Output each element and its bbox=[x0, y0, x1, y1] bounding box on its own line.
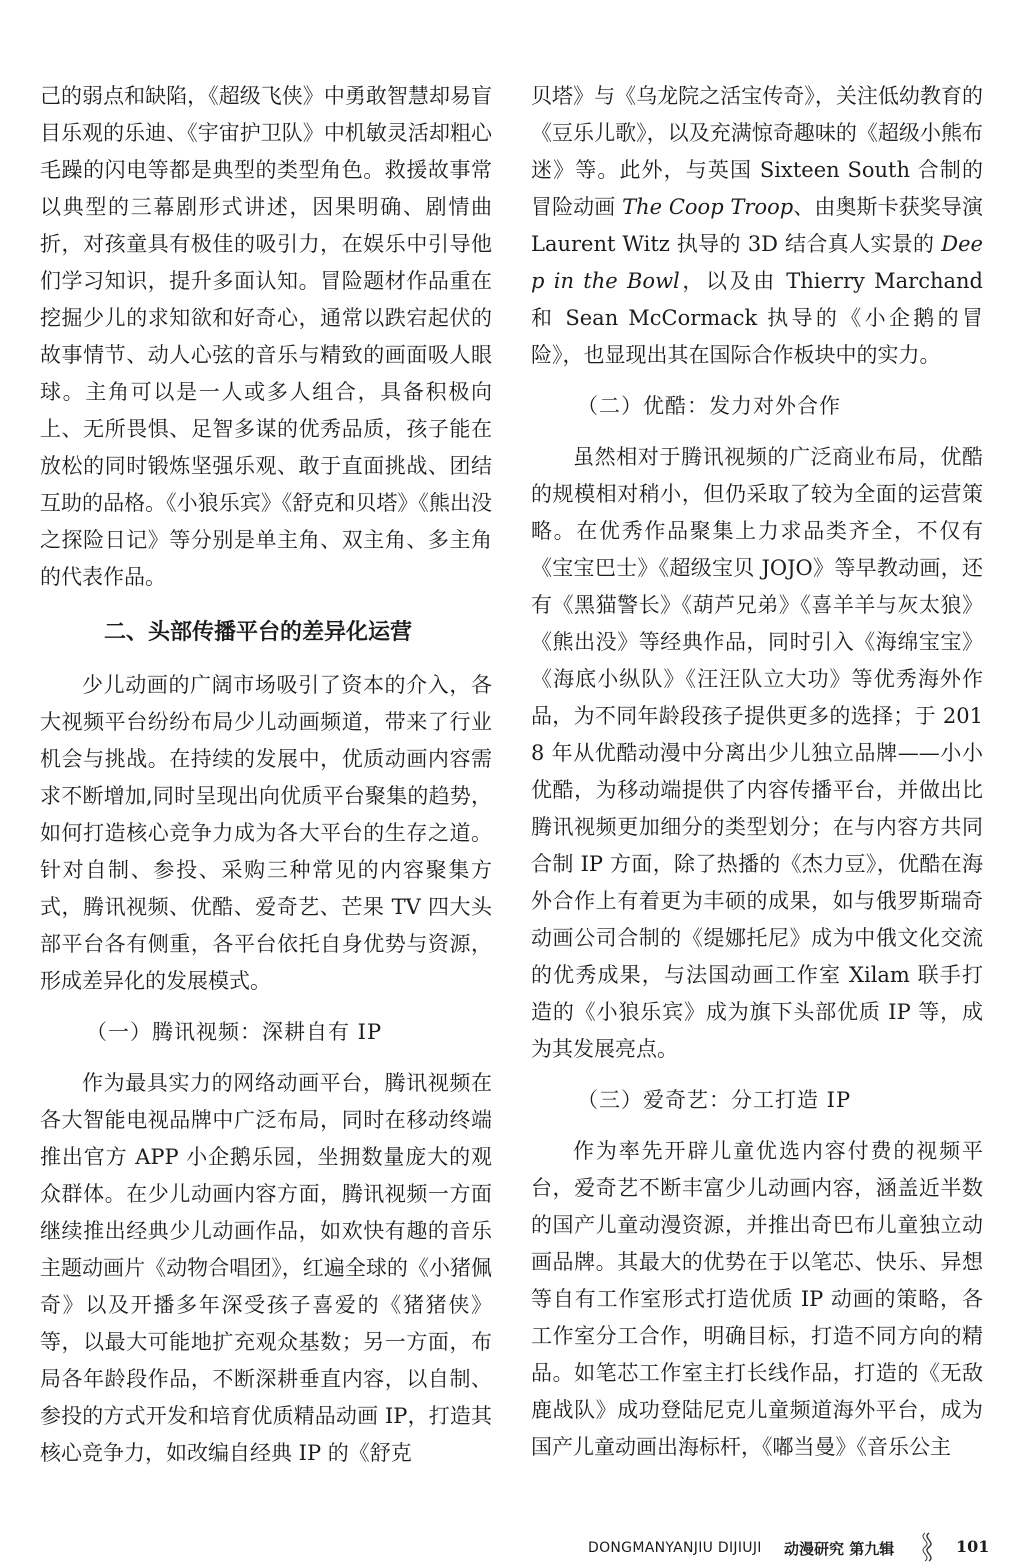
subsection-heading: （一）腾讯视频：深耕自有 IP bbox=[86, 1020, 383, 1044]
paragraph: 作为最具实力的网络动画平台，腾讯视频在各大智能电视品牌中广泛布局，同时在移动终端推出官方 APP 小企鹅乐园，坐拥数量庞大的观众群体。在少儿动画内容方面，腾讯视频一方面继续推出经典少儿动画作品，如欢快有趣的音乐主题动画片《动物合唱团》，红遍全球的《小猪佩奇》以及开播多年深受孩子喜爱的《猪猪侠》等，以最大可能地扩充观众基数；另一方面，布局各年龄段作品，不断深耕垂直内容，以自制、参投的方式开发和培育优质精品动画 IP，打造其核心竞争力，如改编自经典 IP 的《舒克 bbox=[40, 1071, 492, 1465]
paragraph: 己的弱点和缺陷，《超级飞侠》中勇敢智慧却易盲目乐观的乐迪、《宇宙护卫队》中机敏灵活却粗心毛躁的闪电等都是典型的类型角色。救援故事常以典型的三幕剧形式讲述，因果明确、剧情曲折，对孩童具有极佳的吸引力，在娱乐中引导他们学习知识，提升多面认知。冒险题材作品重在挖掘少儿的求知欲和好奇心，通常以跌宕起伏的故事情节、动人心弦的音乐与精致的画面吸人眼球。主角可以是一人或多人组合，具备积极向上、无所畏惧、足智多谋的优秀品质，孩子能在放松的同时锻炼坚强乐观、敢于直面挑战、团结互助的品格。《小狼乐宾》《舒克和贝塔》《熊出没之探险日记》等分别是单主角、双主角、多主角的代表作品。 bbox=[40, 84, 492, 589]
paragraph: 作为率先开辟儿童优选内容付费的视频平台，爱奇艺不断丰富少儿动画内容，涵盖近半数的国产儿童动漫资源，并推出奇巴布儿童独立动画品牌。其最大的优势在于以笔芯、快乐、异想等自有工作室形式打造优质 IP 动画的策略，各工作室分工合作，明确目标，打造不同方向的精品。如笔芯工作室主打长线作品，打造的《无敌鹿战队》成功登陆尼克儿童频道海外平台，成为国产儿童动画出海标杆，《嘟当曼》《音乐公主 bbox=[531, 1139, 983, 1459]
text-run: 贝塔》与《乌龙院之活宝传奇》，关注低幼教育的《豆乐儿歌》，以及充满惊奇趣味的《超级小熊布迷》等。此外，与英国 Sixteen South 合制的冒险动画 bbox=[531, 84, 983, 219]
subsection-heading: （三）爱奇艺：分工打造 IP bbox=[577, 1088, 852, 1112]
paragraph bbox=[531, 78, 983, 374]
running-head: DONGMANYANJIU DIJIUJI bbox=[588, 1540, 762, 1556]
journal-name: 动漫研究 第九辑 bbox=[784, 1540, 895, 1558]
page-number: 101 bbox=[956, 1537, 990, 1556]
text-run: ，以及由 Thierry Marchand 和 Sean McCormack 执导的《小企鹅的冒险》，也显现出其在国际合作板块中的实力。 bbox=[531, 269, 983, 367]
ornament-icon bbox=[918, 1532, 940, 1566]
paragraph: 虽然相对于腾讯视频的广泛商业布局，优酷的规模相对稍小，但仍采取了较为全面的运营策略。在优秀作品聚集上力求品类齐全，不仅有《宝宝巴士》《超级宝贝 JOJO》等早教动画，还有《黑猫警长》《葫芦兄弟》《喜羊羊与灰太狼》《熊出没》等经典作品，同时引入《海绵宝宝》《海底小纵队》《汪汪队立大功》等优秀海外作品，为不同年龄段孩子提供更多的选择；于 2018 年从优酷动漫中分离出少儿独立品牌——小小优酷，为移动端提供了内容传播平台，并做出比腾讯视频更加细分的类型划分；在与内容方共同合制 IP 方面，除了热播的《杰力豆》，优酷在海外合作上有着更为丰硕的成果，如与俄罗斯瑞奇动画公司合制的《缇娜托尼》成为中俄文化交流的优秀成果，与法国动画工作室 Xilam 联手打造的《小狼乐宾》成为旗下头部优质 IP 等，成为其发展亮点。 bbox=[531, 445, 983, 1061]
italic-title: Deep in the Bowl bbox=[531, 232, 983, 293]
paragraph: 少儿动画的广阔市场吸引了资本的介入，各大视频平台纷纷布局少儿动画频道，带来了行业机会与挑战。在持续的发展中，优质动画内容需求不断增加,同时呈现出向优质平台聚集的趋势，如何打造核心竞争力成为各大平台的生存之道。针对自制、参投、采购三种常见的内容聚集方式，腾讯视频、优酷、爱奇艺、芒果 TV 四大头部平台各有侧重，各平台依托自身优势与资源，形成差异化的发展模式。 bbox=[40, 673, 492, 993]
italic-title: The Coop Troop bbox=[622, 195, 794, 219]
left-column bbox=[40, 78, 492, 1472]
right-column bbox=[531, 78, 983, 1466]
section-heading: 二、头部传播平台的差异化运营 bbox=[104, 620, 413, 645]
page-footer bbox=[0, 1532, 1024, 1562]
subsection-heading: （二）优酷：发力对外合作 bbox=[577, 394, 841, 418]
text-run: 、由奥斯卡获奖导演 Laurent Witz 执导的 3D 结合真人实景的 bbox=[531, 195, 983, 256]
